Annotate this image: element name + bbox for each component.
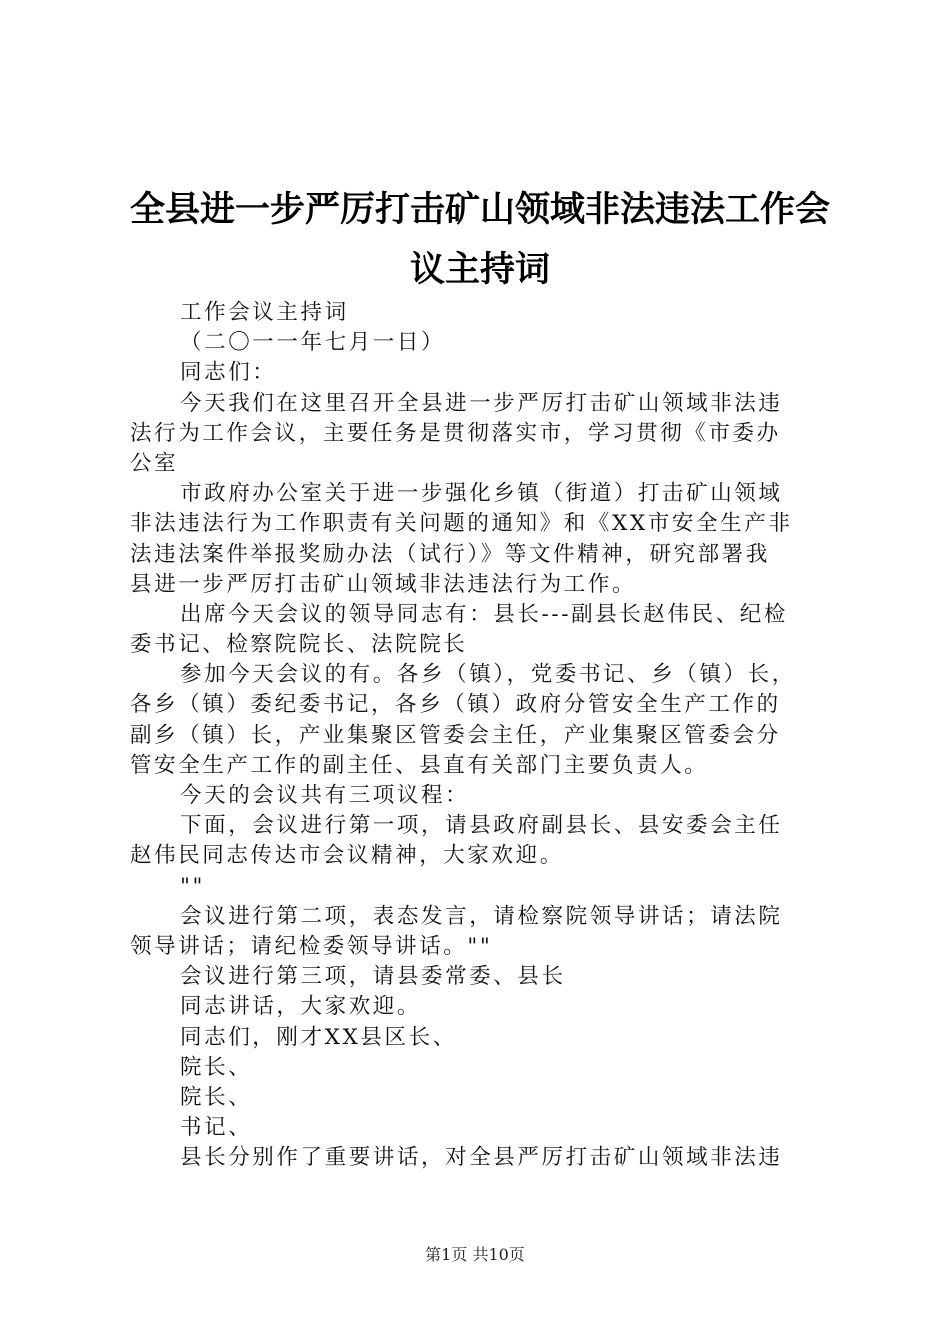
body-line: 院长、 (180, 1084, 253, 1110)
body-line: 出席今天会议的领导同志有：县长---副县长赵伟民、纪检 (180, 601, 788, 627)
page-footer: 第1页 共10页 (425, 1245, 525, 1264)
body-line: 非法违法行为工作职责有关问题的通知》和《XX市安全生产非 (130, 511, 793, 537)
body-line: 公室 (130, 450, 179, 476)
body-line: 法行为工作会议，主要任务是贯彻落实市，学习贯彻《市委办 (130, 420, 781, 446)
body-line: 委书记、检察院院长、法院院长 (130, 632, 468, 658)
body-line: 今天我们在这里召开全县进一步严厉打击矿山领域非法违 (180, 390, 783, 416)
body-line: 县长分别作了重要讲话，对全县严厉打击矿山领域非法违 (180, 1145, 783, 1171)
body-line: （二〇一一年七月一日） (180, 330, 446, 356)
title-line-1: 全县进一步严厉打击矿山领域非法违法工作会 (129, 190, 830, 230)
title-line-2: 议主持词 (409, 250, 550, 290)
body-line: 会议进行第二项，表态发言，请检察院领导讲话；请法院 (180, 903, 783, 929)
body-line: 工作会议主持词 (180, 300, 349, 325)
body-line: 副乡（镇）长，产业集聚区管委会主任，产业集聚区管委会分 (130, 722, 781, 748)
body-line: 县进一步严厉打击矿山领域非法违法行为工作。 (130, 571, 637, 597)
body-line: 院长、 (180, 1054, 253, 1080)
body-line: "" (180, 873, 205, 899)
body-line: 下面，会议进行第一项，请县政府副县长、县安委会主任 (180, 813, 783, 839)
body-line: 会议进行第三项，请县委常委、县长 (180, 964, 566, 990)
body-line: 参加今天会议的有。各乡（镇），党委书记、乡（镇）长， (180, 662, 796, 688)
body-line: 书记、 (180, 1115, 253, 1141)
body-line: 同志讲话，大家欢迎。 (180, 994, 422, 1020)
body-line: 管安全生产工作的副主任、县直有关部门主要负责人。 (130, 752, 709, 778)
body-line: 法违法案件举报奖励办法（试行）》等文件精神，研究部署我 (130, 541, 770, 567)
body-line: 市政府办公室关于进一步强化乡镇（街道）打击矿山领域 (180, 481, 783, 507)
body-line: 同志们： (180, 360, 277, 386)
body-line: 今天的会议共有三项议程： (180, 783, 470, 808)
body-line: 领导讲话；请纪检委领导讲话。"" (130, 933, 493, 959)
body-line: 同志们，刚才XX县区长、 (180, 1024, 457, 1050)
document-title (120, 180, 840, 300)
body-line: 各乡（镇）委纪委书记，各乡（镇）政府分管安全生产工作的 (130, 692, 781, 718)
document-body (130, 298, 835, 1173)
body-line: 赵伟民同志传达市会议精神，大家欢迎。 (130, 843, 564, 869)
